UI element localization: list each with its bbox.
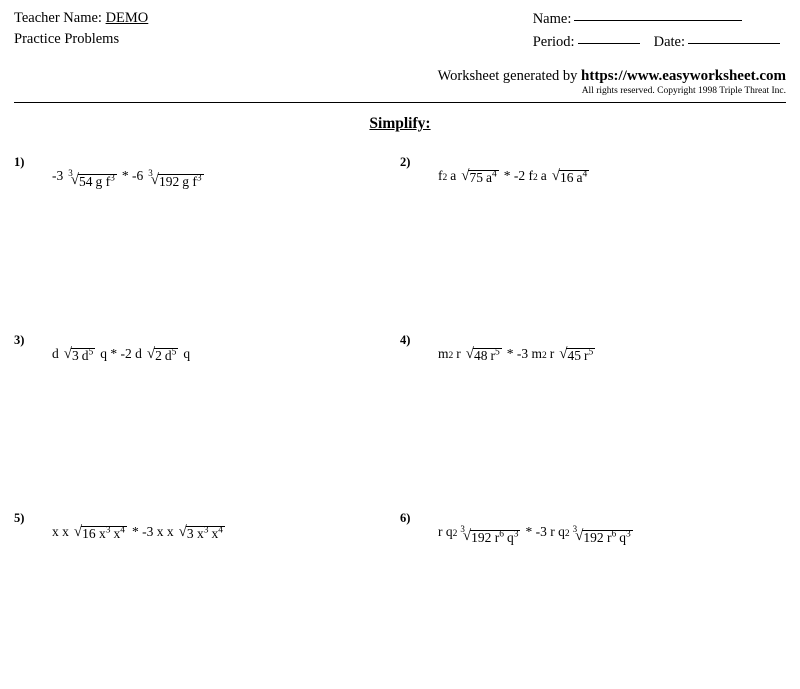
page-title: Simplify: [369, 115, 431, 133]
term-var-3: r [549, 346, 555, 362]
teacher-name-line [14, 8, 148, 29]
radicand-var: r [583, 348, 589, 364]
operator: * -3 r q [525, 524, 565, 540]
teacher-name-value: DEMO [105, 10, 149, 26]
radical-sign: √ [559, 346, 568, 363]
radicand-var: d [81, 348, 89, 364]
header-divider [14, 102, 786, 103]
radicand-var: d [164, 348, 172, 364]
header-right [533, 8, 786, 54]
problem-number: 2) [400, 155, 411, 170]
term-var-2: a [450, 168, 457, 184]
period-input-rule[interactable] [578, 43, 640, 44]
name-field-row [533, 8, 780, 31]
radicand [158, 174, 204, 190]
problem-expression [52, 169, 204, 189]
problem-expression [52, 347, 190, 363]
problem-grid [14, 155, 786, 689]
radicand-coefficient: 45 [567, 348, 581, 364]
radicand [78, 174, 117, 190]
radical-expression-2 [559, 347, 595, 363]
radicand [468, 170, 498, 186]
radical-sign: √ [70, 172, 79, 189]
radicand-coefficient: 192 r [583, 530, 612, 546]
radical-expression [461, 169, 498, 185]
radical-expression-2 [148, 168, 203, 190]
radicand-coefficient: 16 [559, 170, 574, 186]
generated-by-prefix: Worksheet generated by [437, 68, 582, 85]
radicand-coefficient: 3 [71, 348, 79, 364]
radical-expression [460, 524, 520, 546]
problem-6 [400, 511, 786, 689]
radicand [71, 348, 95, 364]
radicand-exponent-1: 6 [611, 529, 617, 540]
radicand-coefficient: 192 [158, 174, 180, 190]
radicand-exponent: 5 [495, 347, 500, 358]
operator: * -3 m [506, 346, 542, 362]
radicand-coefficient: 3 x [186, 526, 204, 542]
radicand-exponent: 5 [588, 347, 594, 358]
radicand-exponent: 5 [88, 347, 94, 358]
radical-index: 3 [460, 524, 465, 535]
period-label: Period: [532, 34, 575, 51]
radicand-exponent-1: 3 [105, 525, 111, 536]
problem-number: 3) [14, 333, 25, 348]
teacher-name-label: Teacher Name: [14, 10, 102, 26]
radicand-var: a [485, 170, 492, 186]
radicand-coefficient: 2 [155, 348, 162, 364]
radicand-coefficient: 48 [474, 348, 488, 364]
problem-expression: f 2 a √ 75 $a^4$ * -2 f 2 a √ 16 $a^4$ [438, 168, 588, 186]
radicand-var-2: x [113, 526, 121, 542]
radicand-exponent: 3 [196, 173, 202, 184]
radical-expression [74, 525, 127, 541]
radicand [470, 530, 520, 546]
term-var: f [438, 168, 443, 184]
problem-3 [14, 333, 400, 511]
operator: * -2 f [503, 168, 533, 184]
term-var: d [52, 346, 59, 362]
radicand-exponent: 4 [491, 169, 497, 180]
problem-1 [14, 155, 400, 333]
radicand-exponent: 3 [110, 173, 115, 184]
radical-expression-2 [147, 347, 178, 363]
date-label: Date: [653, 34, 685, 51]
radicand-exponent-2: 4 [120, 525, 125, 536]
radical-index: 3 [68, 168, 73, 179]
term-trailing: q [183, 346, 191, 362]
term-var: x x [52, 524, 69, 540]
radical-sign: √ [73, 524, 83, 541]
radicand [186, 526, 225, 542]
name-label: Name: [532, 11, 572, 27]
operator: * -6 [121, 168, 144, 184]
radical-expression [466, 347, 502, 363]
radical-sign: √ [146, 346, 156, 363]
radicand-var-2: q [619, 530, 626, 546]
radical-sign: √ [465, 346, 474, 363]
term-var: m [438, 346, 449, 362]
radicand [582, 530, 632, 546]
term-var: r q [438, 524, 453, 540]
radicand [154, 348, 178, 364]
radical-sign: √ [551, 168, 560, 185]
worksheet-header [14, 8, 786, 54]
term-var-3: a [540, 168, 547, 184]
date-input-rule[interactable] [688, 43, 780, 44]
radical-expression [64, 347, 95, 363]
radicand-coefficient: 75 [469, 170, 483, 186]
copyright-notice: All rights reserved. Copyright 1998 Triple Threat Inc. [581, 86, 786, 97]
problem-number: 5) [14, 511, 25, 526]
radicand-exponent-1: 6 [499, 529, 504, 540]
generated-by-line [14, 68, 786, 85]
problem-number: 4) [400, 333, 411, 348]
problem-4 [400, 333, 786, 511]
period-date-row [533, 31, 780, 54]
radicand [473, 348, 502, 364]
problem-number: 1) [14, 155, 25, 170]
term-coefficient: -3 [52, 168, 64, 184]
radical-sign: √ [462, 528, 472, 545]
radicand-exponent: 4 [582, 169, 588, 180]
radical-expression-2 [552, 169, 589, 185]
radical-sign: √ [575, 528, 584, 545]
problem-2 [400, 155, 786, 333]
problem-5 [14, 511, 400, 689]
operator: q * -2 d [100, 346, 142, 362]
easyworksheet-url[interactable]: https://www.easyworksheet.com [581, 68, 786, 85]
radical-sign: √ [461, 168, 470, 185]
radical-index: 3 [572, 524, 578, 535]
header-left [14, 8, 148, 50]
radical-expression-2 [179, 525, 225, 541]
radical-sign: √ [63, 346, 72, 363]
radical-expression [68, 168, 117, 190]
operator: * -3 x x [131, 524, 174, 540]
radicand-exponent-2: 3 [625, 529, 631, 540]
radicand-vars: g f [182, 174, 197, 190]
worksheet-subtitle: Practice Problems [14, 31, 120, 48]
problem-expression: r q 2 3 √ 192 $r^6$ $q^3$ * -3 r q 2 3 √ 192 $r^6$ $q^3$ [438, 524, 631, 546]
radicand-vars: g f [95, 174, 111, 190]
name-input-rule[interactable] [574, 20, 742, 21]
radicand-exponent-2: 3 [513, 529, 519, 540]
radicand-var: a [576, 170, 583, 186]
radicand-var-2: q [506, 530, 514, 546]
problem-expression [52, 525, 225, 541]
radical-expression-2 [572, 524, 633, 546]
problem-expression: m 2 r √ 48 $r^5$ * -3 m 2 r √ 45 $r^5$ [438, 346, 594, 364]
radicand-var-2: x [211, 526, 219, 542]
radicand-var: r [490, 348, 495, 364]
radical-index: 3 [148, 168, 153, 179]
radicand [559, 170, 589, 186]
radical-sign: √ [150, 172, 159, 189]
radicand-coefficient: 54 [78, 174, 93, 190]
radicand-exponent-1: 3 [203, 525, 209, 536]
radicand [81, 526, 127, 542]
radicand-exponent: 5 [171, 347, 177, 358]
radicand [566, 348, 595, 364]
radical-sign: √ [178, 524, 187, 541]
term-var-2: r [456, 346, 461, 362]
radicand-exponent-2: 4 [218, 525, 223, 536]
radicand-coefficient: 192 r [471, 530, 500, 546]
radicand-coefficient: 16 x [82, 526, 106, 542]
problem-number: 6) [400, 511, 411, 526]
